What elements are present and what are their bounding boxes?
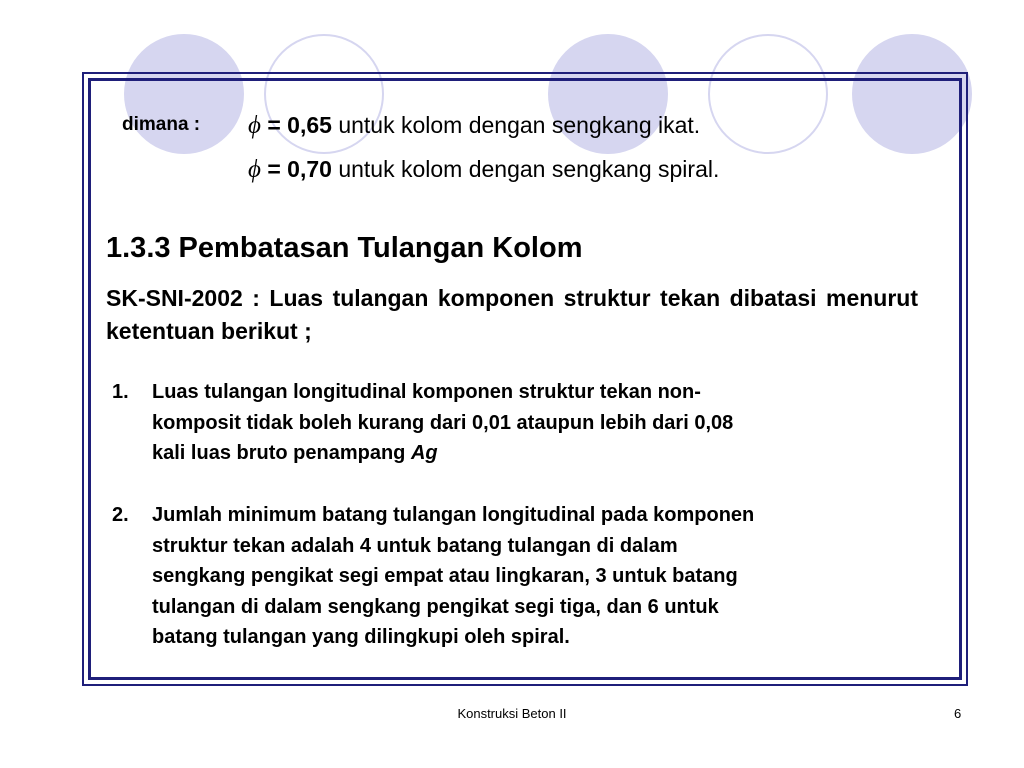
section-heading: 1.3.3 Pembatasan Tulangan Kolom <box>106 232 583 264</box>
list-line: struktur tekan adalah 4 untuk batang tulangan di dalam <box>152 534 678 557</box>
formula-value: = 0,65 <box>267 112 332 138</box>
list-item-body <box>152 377 932 469</box>
dimana-label: dimana : <box>122 114 201 135</box>
list-line <box>152 438 932 469</box>
list-line-text: kali luas bruto penampang <box>152 442 411 464</box>
page-number: 6 <box>954 706 962 721</box>
phi-symbol: ϕ <box>248 156 261 183</box>
list-line: Luas tulangan longitudinal komponen struktur tekan non- <box>152 381 701 403</box>
list-line: sengkang pengikat segi empat atau lingkaran, 3 untuk batang <box>152 565 738 587</box>
formula-line-2 <box>248 156 719 184</box>
list-line: Jumlah minimum batang tulangan longitudinal pada komponen <box>152 504 755 526</box>
list-item-body <box>152 500 932 653</box>
formula-description: untuk kolom dengan sengkang spiral. <box>331 156 720 182</box>
intro-paragraph: SK-SNI-2002 : Luas tulangan komponen struktur tekan dibatasi menurut ketentuan berikut ; <box>106 285 918 344</box>
ag-term: Ag <box>410 442 438 464</box>
formula-description: untuk kolom dengan sengkang ikat. <box>331 112 701 138</box>
footer-title: Konstruksi Beton II <box>457 706 567 721</box>
list-item <box>112 377 932 469</box>
list-line: tulangan di dalam sengkang pengikat segi tiga, dan 6 untuk <box>152 595 719 618</box>
list-item <box>112 500 932 653</box>
formula-value: = 0,70 <box>267 156 332 182</box>
phi-symbol: ϕ <box>248 112 261 139</box>
list-line: komposit tidak boleh kurang dari 0,01 ataupun lebih dari 0,08 <box>152 411 734 434</box>
list-line: batang tulangan yang dilingkupi oleh spiral. <box>152 626 570 648</box>
list-number: 2. <box>112 504 129 526</box>
list-number: 1. <box>112 381 129 403</box>
formula-line-1 <box>248 112 700 140</box>
